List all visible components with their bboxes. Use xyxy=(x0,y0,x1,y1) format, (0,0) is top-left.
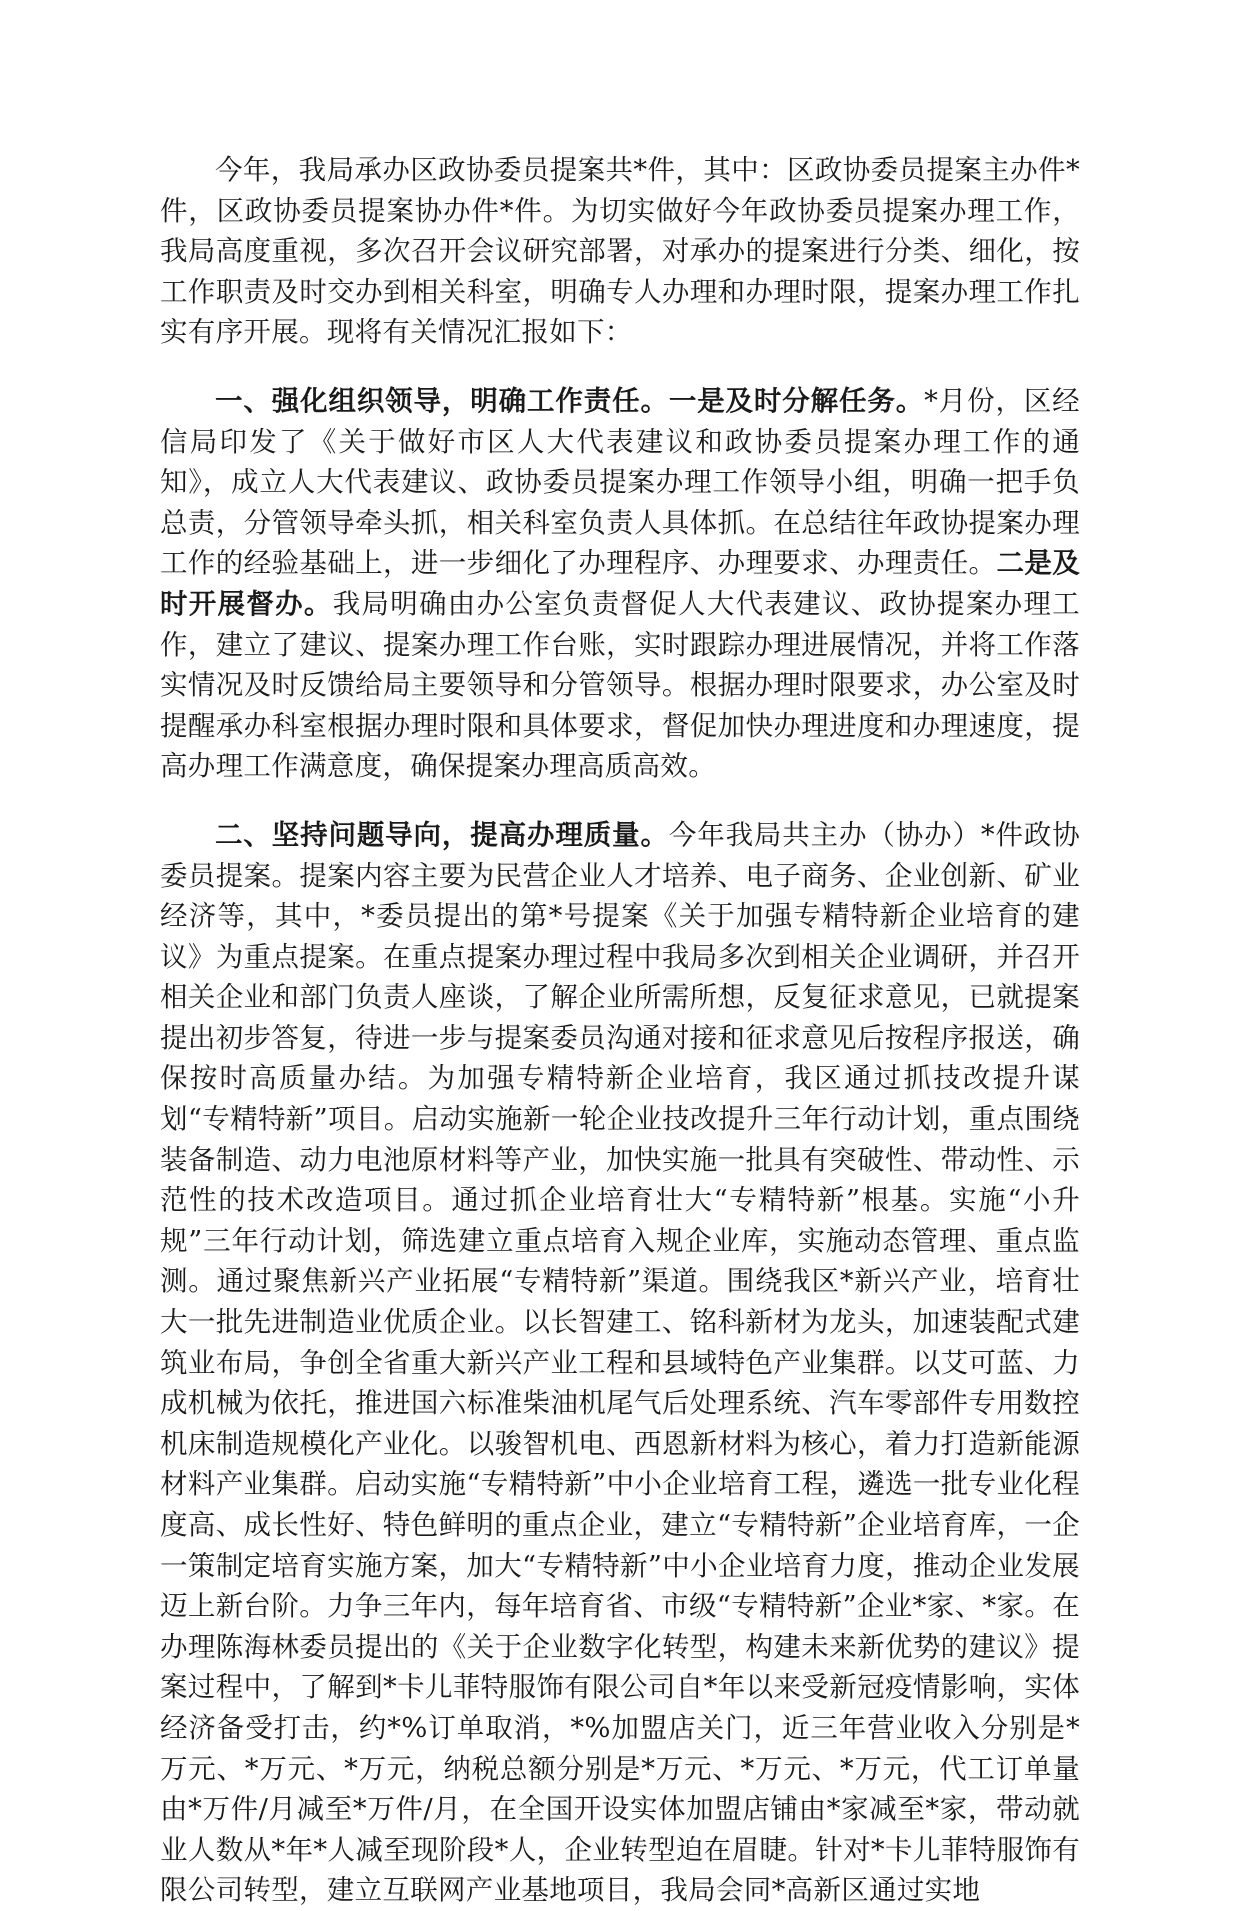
section-1-point-2-title: 二是及时开展督办。 xyxy=(160,547,1080,620)
section-1-heading: 一、强化组织领导，明确工作责任。 xyxy=(215,384,669,417)
section-1-point-1-text: *月份，区经信局印发了《关于做好市区人大代表建议和政协委员提案办理工作的通知》，成立人大代表建议、政协委员提案办理工作领导小组，明确一把手负总责，分管领导牵头抓，相关科室负责人具体抓。在总结往年政协提案办理工作的经验基础上，进一步细化了办理程序、办理要求、办理责任。 xyxy=(160,384,1080,580)
intro-text: 今年，我局承办区政协委员提案共*件，其中：区政协委员提案主办件*件，区政协委员提案协办件*件。为切实做好今年政协委员提案办理工作，我局高度重视，多次召开会议研究部署，对承办的提案进行分类、细化，按工作职责及时交办到相关科室，明确专人办理和办理时限，提案办理工作扎实有序开展。现将有关情况汇报如下： xyxy=(160,154,1080,349)
section-1-point-2-text: 我局明确由办公室负责督促人大代表建议、政协提案办理工作，建立了建议、提案办理工作台账，实时跟踪办理进展情况，并将工作落实情况及时反馈给局主要领导和分管领导。根据办理时限要求，办公室及时提醒承办科室根据办理时限和具体要求，督促加快办理进度和办理速度，提高办理工作满意度，确保提案办理高质高效。 xyxy=(160,587,1080,783)
section-2-heading: 二、坚持问题导向，提高办理质量。 xyxy=(215,818,669,851)
section-2-text: 今年我局共主办（协办）*件政协委员提案。提案内容主要为民营企业人才培养、电子商务、企业创新、矿业经济等，其中，*委员提出的第*号提案《关于加强专精特新企业培育的建议》为重点提案。在重点提案办理过程中我局多次到相关企业调研，并召开相关企业和部门负责人座谈，了解企业所需所想，反复征求意见，已就提案提出初步答复，待进一步与提案委员沟通对接和征求意见后按程序报送，确保按时高质量办结。为加强专精特新企业培育，我区通过抓技改提升谋划“专精特新”项目。启动实施新一轮企业技改提升三年行动计划，重点围绕装备制造、动力电池原材料等产业，加快实施一批具有突破性、带动性、示范性的技术改造项目。通过抓企业培育壮大“专精特新”根基。实施“小升规”三年行动计划，筛选建立重点培育入规企业库，实施动态管理、重点监测。通过聚焦新兴产业拓展“专精特新”渠道。围绕我区*新兴产业，培育壮大一批先进制造业优质企业。以长智建工、铭科新材为龙头，加速装配式建筑业布局，争创全省重大新兴产业工程和县域特色产业集群。以艾可蓝、力成机械为依托，推进国六标准柴油机尾气后处理系统、汽车零部件专用数控机床制造规模化产业化。以骏智机电、西恩新材料为核心，着力打造新能源材料产业集群。启动实施“专精特新”中小企业培育工程，遴选一批专业化程度高、成长性好、特色鲜明的重点企业，建立“专精特新”企业培育库，一企一策制定培育实施方案，加大“专精特新”中小企业培育力度，推动企业发展迈上新台阶。力争三年内，每年培育省、市级“专精特新”企业*家、*家。在办理陈海林委员提出的《关于企业数字化转型，构建未来新优势的建议》提案过程中，了解到*卡儿菲特服饰有限公司自*年以来受新冠疫情影响，实体经济备受打击，约*%订单取消，*%加盟店关门，近三年营业收入分别是*万元、*万元、*万元，纳税总额分别是*万元、*万元、*万元，代工订单量由*万件/月减至*万件/月，在全国开设实体加盟店铺由*家减至*家，带动就业人数从*年*人减至现阶段*人，企业转型迫在眉睫。针对*卡儿菲特服饰有限公司转型，建立互联网产业基地项目，我局会同*高新区通过实地 xyxy=(160,818,1080,1907)
section-2-paragraph xyxy=(160,815,1080,1911)
section-1-point-1-title: 一是及时分解任务。 xyxy=(668,384,925,417)
document-page xyxy=(160,150,1080,1911)
section-1-paragraph xyxy=(160,381,1080,787)
intro-paragraph xyxy=(160,150,1080,353)
